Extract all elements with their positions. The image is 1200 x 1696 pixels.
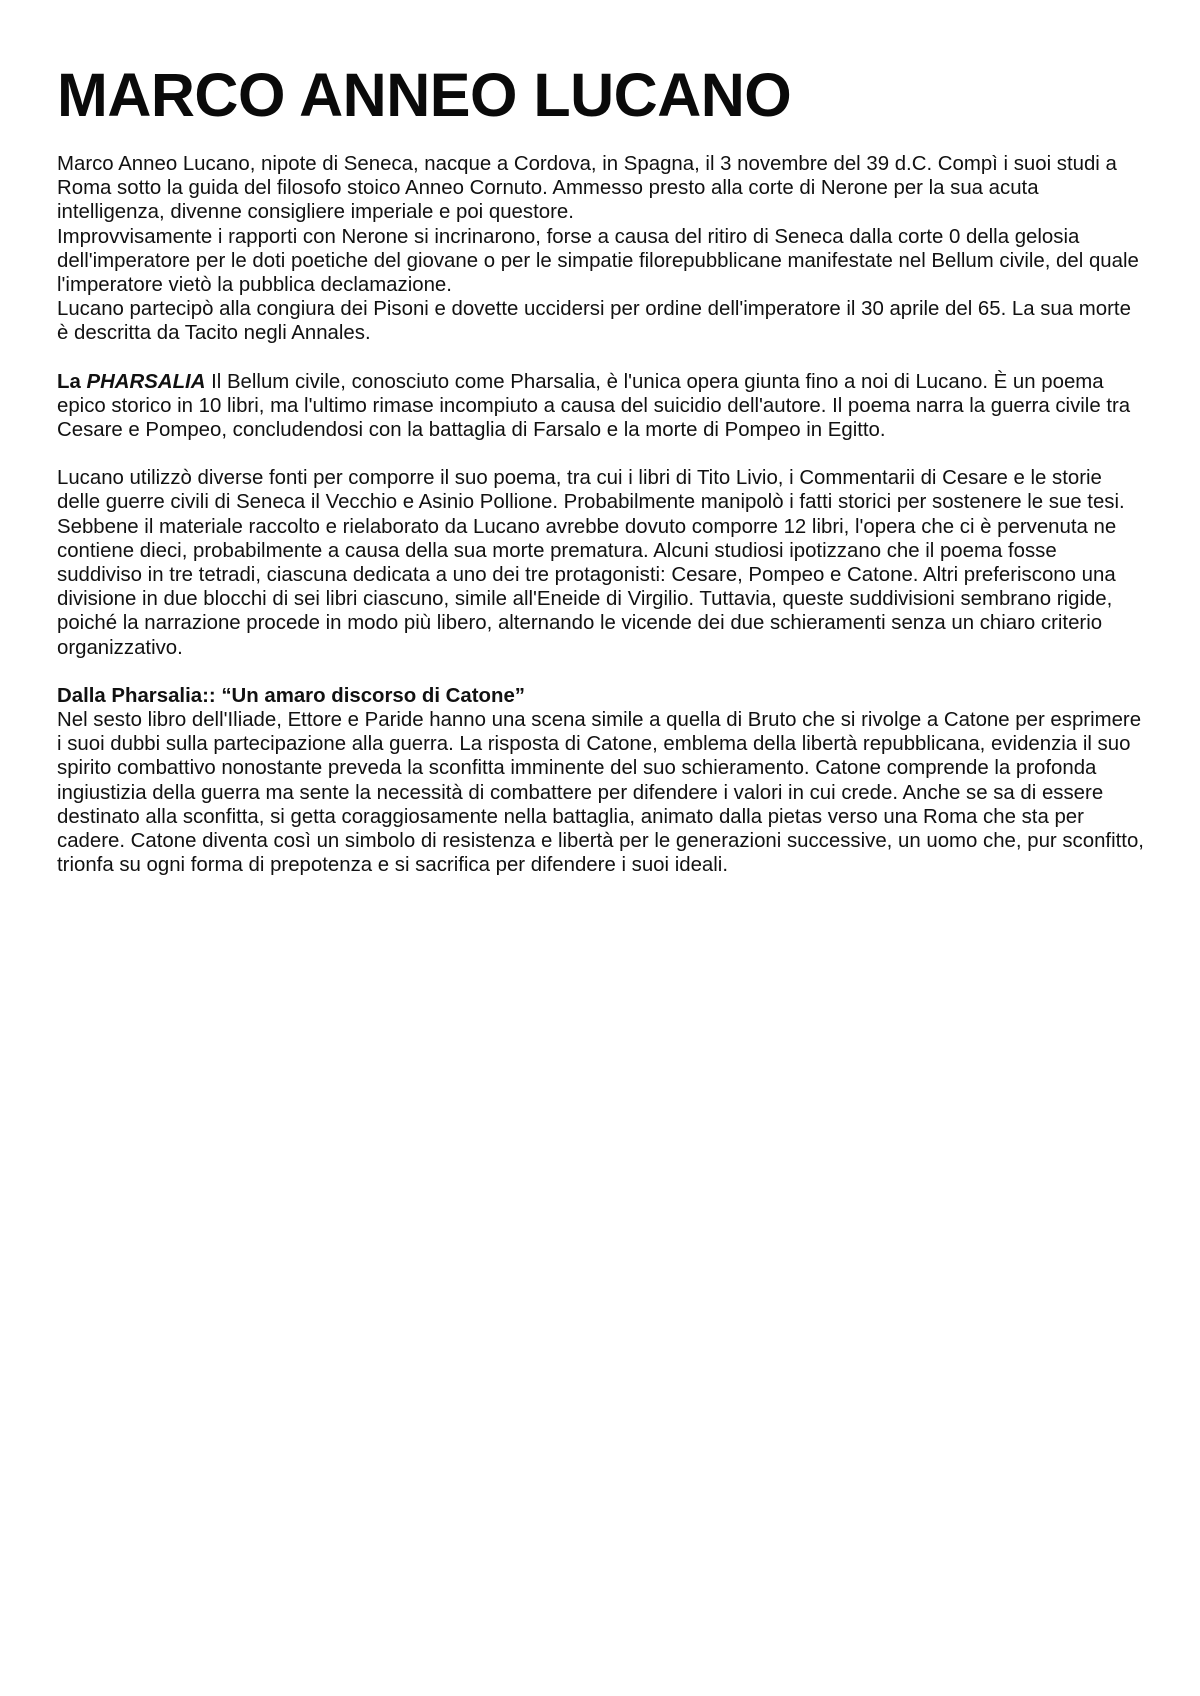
pharsalia-label: [57, 371, 205, 393]
biography-paragraph-3: Lucano partecipò alla congiura dei Pisoni e dovette uccidersi per ordine dell'imperatore il 30 aprile del 65. La sua morte è descritta da Tacito negli Annales.: [57, 298, 1131, 345]
document-page: [57, 62, 1147, 901]
biography-paragraph-1: Marco Anneo Lucano, nipote di Seneca, nacque a Cordova, in Spagna, il 3 novembre del 39 d.C. Compì i suoi studi a Roma sotto la guida del filosofo stoico Anneo Cornuto. Ammesso presto alla corte di Nerone per la sua acuta intelligenza, divenne consigliere imperiale e poi questore.: [57, 153, 1117, 224]
biography-section: [57, 152, 1147, 346]
pharsalia-paragraph: [57, 370, 1147, 443]
sources-section: [57, 466, 1147, 660]
sources-paragraph: Lucano utilizzò diverse fonti per comporre il suo poema, tra cui i libri di Tito Livio, i Commentarii di Cesare e le storie delle guerre civili di Seneca il Vecchio e Asinio Pollione. Probabilmente manipolò i fatti storici per sostenere le sue tesi. Sebbene il materiale raccolto e rielaborato da Lucano avrebbe dovuto comporre 12 libri, l'opera che ci è pervenuta ne contiene dieci, probabilmente a causa della sua morte prematura. Alcuni studiosi ipotizzano che il poema fosse suddiviso in tre tetradi, ciascuna dedicata a uno dei tre protagonisti: Cesare, Pompeo e Catone. Altri preferiscono una divisione in due blocchi di sei libri ciascuno, simile all'Eneide di Virgilio. Tuttavia, queste suddivisioni sembrano rigide, poiché la narrazione procede in modo più libero, alternando le vicende dei due schieramenti senza un chiaro criterio organizzativo.: [57, 467, 1125, 659]
document-title: MARCO ANNEO LUCANO: [57, 61, 792, 129]
biography-paragraph-2: Improvvisamente i rapporti con Nerone si incrinarono, forse a causa del ritiro di Seneca dalla corte 0 della gelosia dell'imperatore per le doti poetiche del giovane o per le simpatie filorepubblicane manifestate nel Bellum civile, del quale l'imperatore vietò la pubblica declamazione.: [57, 225, 1139, 297]
catone-paragraph: Nel sesto libro dell'Iliade, Ettore e Paride hanno una scena simile a quella di Bruto che si rivolge a Catone per esprimere i suoi dubbi sulla partecipazione alla guerra. La risposta di Catone, emblema della libertà repubblicana, evidenzia il suo spirito combattivo nonostante preveda la sconfitta imminente del suo schieramento. Catone comprende la profonda ingiustizia della guerra ma sente la necessità di combattere per difendere i valori in cui crede. Anche se sa di essere destinato alla sconfitta, si getta coraggiosamente nella battaglia, animato dalla pietas verso una Roma che sta per cadere. Catone diventa così un simbolo di resistenza e libertà per le generazioni successive, un uomo che, pur sconfitto, trionfa su ogni forma di prepotenza e si sacrifica per difendere i suoi ideali.: [57, 709, 1144, 877]
pharsalia-label-title: PHARSALIA: [86, 370, 206, 393]
pharsalia-label-prefix: La: [57, 370, 87, 393]
pharsalia-text: Il Bellum civile, conosciuto come Pharsalia, è l'unica opera giunta fino a noi di Lucano. È un poema epico storico in 10 libri, ma l'ultimo rimase incompiuto a causa del suicidio dell'autore. Il poema narra la guerra civile tra Cesare e Pompeo, concludendosi con la battaglia di Farsalo e la morte di Pompeo in Egitto.: [57, 370, 1131, 442]
catone-heading: Dalla Pharsalia:: “Un amaro discorso di Catone”: [57, 684, 525, 707]
catone-section: [57, 684, 1147, 878]
pharsalia-section: [57, 370, 1147, 443]
